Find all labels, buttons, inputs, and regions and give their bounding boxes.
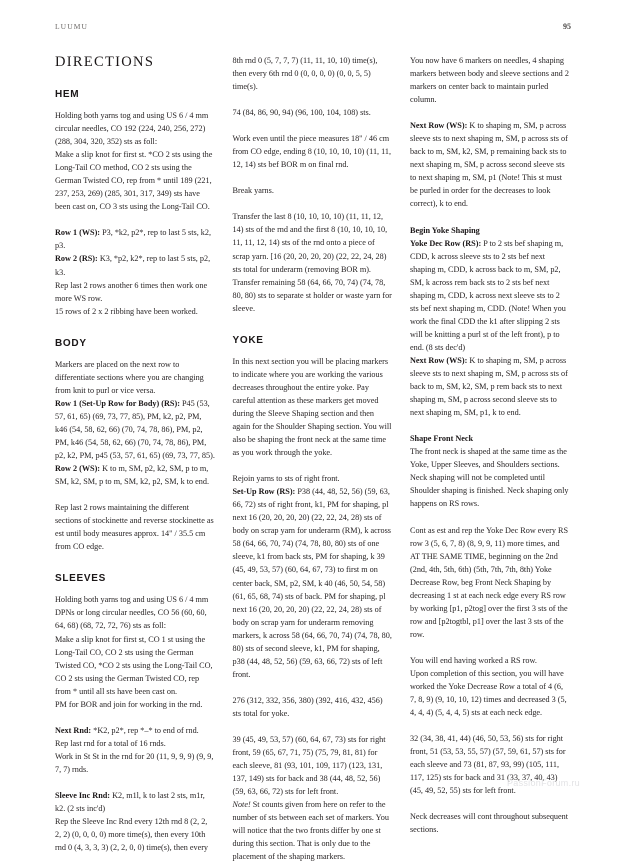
- yoke-cont-rep-para: Cont as est and rep the Yoke Dec Row every RS row 3 (5, 6, 7, 8) (8, 9, 9, 11) more times, and AT THE SAME TIME, beginning on the 2nd (2nd, 4th, 5th, 6th) (5th, 7th, 7th, 8th) Yoke Decrease Row, beg Front Neck Shaping by decreasing 1 st at each neck edge every RS row by working [p1, p2tog] over the first 3 sts of the row and [p2togtbl, p1] over the last 3 sts of the row.: [410, 525, 569, 639]
- body-repeat-para: Rep last 2 rows maintaining the different sections of stockinette and reverse stockinette as est until body measures approx. 14" / 35.5 cm from CO edge.: [55, 503, 214, 552]
- column-2: [233, 54, 394, 863]
- front-neck-intro-para: The front neck is shaped at the same time as the Yoke, Upper Sleeves, and Shoulders sections. Neck shaping will not be completed until Shoulder shaping is finished. Neck shaping only happens on RS rows.: [410, 447, 569, 509]
- yoke-dec-row-rs: Yoke Dec Row (RS): P to 2 sts bef shaping m, CDD, k across sleeve sts to 2 sts bef next shaping m, CDD, k across back to m, SM, p2, SM, k across rem back sts to 2 sts bef next shaping m, CDD, k across next sleeve sts to 2 sts bef next shaping m, CDD. (Note! When you work the final CDD the k1 after slipping 2 sts will be knitting a purl st of the left front), p to end. (8 sts dec'd): [410, 238, 566, 352]
- hem-ribbing-count-para: 15 rows of 2 x 2 ribbing have been worked.: [55, 306, 198, 316]
- sleeve-inc-cont-para: 8th rnd 0 (5, 7, 7, 7) (11, 11, 10, 10) time(s), then every 6th rnd 0 (0, 0, 0, 0) (0, 0, 5, 5) time(s).: [232, 56, 378, 92]
- sleeves-cast-on-para: Holding both yarns tog and using US 6 / 4 mm DPNs or long circular needles, CO 56 (60, 60, 64, 68) (68, 72, 72, 76) sts as foll:: [55, 595, 209, 631]
- sleeves-next-rnd-label: Next Rnd:: [55, 725, 92, 735]
- running-header: [55, 22, 571, 36]
- transfer-underarm-para: Transfer the last 8 (10, 10, 10, 10) (11, 11, 12, 14) sts of the rnd and the first 8 (10, 10, 10, 10, 11, 11, 12, 14) sts of the rnd onto a piece of scrap yarn. [16 (20, 20, 20, 20) (22, 22, 24, 28) sts total for underarm (removing BOR m). Transfer remaining 58 (64, 66, 70, 74) (74, 78, 80, 80) sts to separate st holder or waste yarn for sleeve.: [232, 212, 392, 313]
- completion-summary-para: Upon completion of this section, you will have worked the Yoke Decrease Row a total of 4 (6, 7, 8, 9) (9, 10, 10, 12) times and decreased 3 (5, 4, 4, 4) (5, 4, 4, 5) sts at each neck edge.: [410, 668, 567, 718]
- shape-front-neck-head: Shape Front Neck: [410, 434, 474, 444]
- body-row-2-label: Row 2 (WS):: [55, 464, 101, 474]
- markers-summary-para: You now have 6 markers on needles, 4 shaping markers between body and sleeve sections and 2 markers on center back to maintain purled column.: [410, 56, 569, 105]
- yoke-next-row-ws-1-label: Next Row (WS):: [410, 121, 468, 131]
- yoke-next-row-ws-1: Next Row (WS): K to shaping m, SM, p across sleeve sts to next shaping m, SM, p across sts of back to m, SM, k2, SM, p remaining back sts to next shaping m, SM, p across second sleeve sts to next shaping m, SM, p1 (Note! This st must be purled in order for the decreases to look correct), k to end.: [410, 121, 568, 209]
- yoke-dec-row-rs-label: Yoke Dec Row (RS):: [410, 238, 482, 248]
- yoke-next-row-ws-2: Next Row (WS): K to shaping m, SM, p across sleeve sts to next shaping m, SM, p across sts of back to m, SM, k2, SM, p rem back sts to next shaping m, SM, p across second sleeve sts to next shaping m, SM, p1, k to end.: [410, 355, 568, 418]
- body-markers-para: Markers are placed on the next row to differentiate sections where you are changing from knit to purl or vice versa.: [55, 359, 204, 395]
- begin-yoke-shaping-head: Begin Yoke Shaping: [410, 225, 480, 235]
- yoke-note-para-label: Note!: [232, 800, 251, 810]
- sleeve-inc-rep-para: Rep the Sleeve Inc Rnd every 12th rnd 8 (2, 2, 2, 2) (0, 0, 0, 0) more time(s), then every 10th rnd 0 (4, 3, 3, 3) (2, 2, 0, 0) time(s), then every: [55, 817, 209, 853]
- section-heading-hem: HEM: [55, 89, 80, 100]
- end-rs-row-para: You will end having worked a RS row.: [410, 655, 537, 665]
- sleeve-st-count-para: 74 (84, 86, 90, 94) (96, 100, 104, 108) sts.: [232, 108, 371, 118]
- sleeve-inc-rnd-label: Sleeve Inc Rnd:: [55, 790, 111, 800]
- page-number: 95: [563, 22, 571, 31]
- hem-slip-knot-para: Make a slip knot for first st. *CO 2 sts using the Long-Tail CO method, CO 2 sts using the German Twisted CO, rep from * until 189 (221, 237, 253, 269) (285, 301, 317, 349) sts have been cast on, CO 3 sts using the Long-Tail CO.: [55, 150, 213, 212]
- section-heading-sleeves: SLEEVES: [55, 573, 107, 585]
- section-heading-yoke: YOKE: [232, 334, 264, 346]
- yoke-intro-para: In this next section you will be placing markers to indicate where you are working the various decreases throughout the entire yoke. Pay careful attention as these markers get moved during the Sleeve Shaping section and then again for the Shoulder Shaping section. You will also be shaping the front neck at the same time as you work through the yoke.: [232, 356, 392, 458]
- body-row-2: Row 2 (WS): K to m, SM, p2, k2, SM, p to m, SM, k2, SM, p to m, SM, k2, p2, SM, k to end.: [55, 464, 209, 487]
- yoke-next-row-ws-2-label: Next Row (WS):: [410, 355, 468, 365]
- body-row-1: Row 1 (Set-Up Row for Body) (RS): P45 (53, 57, 61, 65) (69, 73, 77, 85), PM, k2, p2, PM, k46 (54, 58, 62, 66) (70, 74, 78, 86), PM, p2, PM, k46 (54, 58, 62, 66) (70, 74, 78, 86), PM, p2, k2, PM, p45 (53, 57, 61, 65) (69, 73, 77, 85).: [55, 398, 215, 461]
- yoke-set-up-row: Set-Up Row (RS): P38 (44, 48, 52, 56) (59, 63, 66, 72) sts of right front, k1, PM for shaping, pl next 16 (20, 20, 20, 20) (22, 22, 24, 28) sts of body on scrap yarn for underarm (RM), k across 58 (64, 66, 70, 74) (74, 78, 80, 80) sts of one sleeve, k1 from back sts, PM for shaping, k 39 (45, 49, 53, 57) (60, 64, 67, 73) to first m on center back, SM, p2, SM, k 40 (46, 50, 54, 58) (61, 65, 68, 74) sts of back. PM for shaping, pl next 16 (20, 20, 20, 20) (22, 22, 24, 28) sts of body on scrap yarn for underarm removing markers, k across 58 (64, 66, 70, 74) (74, 78, 80, 80) sts of second sleeve, k1, PM for shaping, p38 (44, 48, 52, 56) (59, 63, 66, 72) sts of left front.: [232, 487, 392, 679]
- yoke-note-para: Note! St counts given from here on refer to the number of sts between each set of markers. You will notice that the two fronts differ by one st during this section. That is only due to the placement of the shaping markers.: [232, 800, 389, 862]
- sleeves-bor-para: PM for BOR and join for working in the rnd.: [55, 699, 203, 709]
- body-row-1-label: Row 1 (Set-Up Row for Body) (RS):: [55, 398, 180, 408]
- break-yarns-para: Break yarns.: [232, 186, 274, 196]
- hem-row-2-label: Row 2 (RS):: [55, 254, 98, 264]
- column-3: [410, 54, 571, 836]
- section-heading-body: BODY: [55, 337, 87, 349]
- hem-repeat-para: Rep last 2 rows another 6 times then work one more WS row.: [55, 280, 208, 303]
- yoke-breakdown-para: 39 (45, 49, 53, 57) (60, 64, 67, 73) sts for right front, 59 (65, 67, 71, 75) (75, 79, 81, 81) for each sleeve, 81 (93, 101, 109, 117) (123, 131, 137, 149) sts for back and 38 (44, 48, 52, 56) (59, 63, 66, 72) sts for left front.: [232, 734, 386, 797]
- watermark: PassionForum.ru: [506, 778, 580, 788]
- rejoin-yarns-para: Rejoin yarns to sts of right front.: [232, 474, 340, 484]
- sleeves-slip-knot-para: Make a slip knot for first st, CO 1 st using the Long-Tail CO, CO 2 sts using the German Twisted CO, *CO 2 sts using the Long-Tail CO, CO 2 sts using the German Twisted CO, rep from * until all sts have been cast on.: [55, 634, 213, 696]
- running-header-title: LUUMU: [55, 22, 88, 31]
- neck-dec-cont-para: Neck decreases will cont throughout subsequent sections.: [410, 812, 569, 835]
- sleeves-rep-rnd-para: Rep last rnd for a total of 16 rnds.: [55, 738, 166, 748]
- column-1: [55, 54, 216, 854]
- directions-title: DIRECTIONS: [55, 54, 155, 70]
- sleeves-next-rnd: Next Rnd: *K2, p2*, rep *–* to end of rnd.: [55, 725, 199, 735]
- sleeve-inc-rnd: Sleeve Inc Rnd: K2, m1l, k to last 2 sts, m1r, k2. (2 sts inc'd): [55, 790, 205, 814]
- hem-cast-on-para: Holding both yarns tog and using US 6 / 4 mm circular needles, CO 192 (224, 240, 256, 272) (288, 304, 320, 352) sts as foll:: [55, 111, 209, 147]
- yoke-set-up-row-label: Set-Up Row (RS):: [232, 487, 296, 497]
- yoke-total-sts-para: 276 (312, 332, 356, 380) (392, 416, 432, 456) sts total for yoke.: [232, 695, 383, 718]
- final-st-counts-para: 32 (34, 38, 41, 44) (46, 50, 53, 56) sts for right front, 51 (53, 53, 55, 57) (57, 59, 61, 57) sts for each sleeve and 73 (81, 87, 93, 99) (105, 111, 117, 125) sts for back and 31 (33, 37, 40, 43) (45, 49, 52, 55) sts for left front.: [410, 734, 566, 796]
- sleeves-st-st-para: Work in St St in the rnd for 20 (11, 9, 9, 9) (9, 9, 7, 7) rnds.: [55, 751, 214, 774]
- hem-row-1: Row 1 (WS): P3, *k2, p2*, rep to last 5 sts, k2, p3.: [55, 228, 212, 251]
- hem-row-1-label: Row 1 (WS):: [55, 228, 101, 238]
- hem-row-2: Row 2 (RS): K3, *p2, k2*, rep to last 5 sts, p2, k3.: [55, 254, 211, 277]
- sleeve-work-even-para: Work even until the piece measures 18" / 46 cm from CO edge, ending 8 (10, 10, 10, 10) (11, 11, 12, 14) sts bef BOR m on final rnd.: [232, 134, 392, 170]
